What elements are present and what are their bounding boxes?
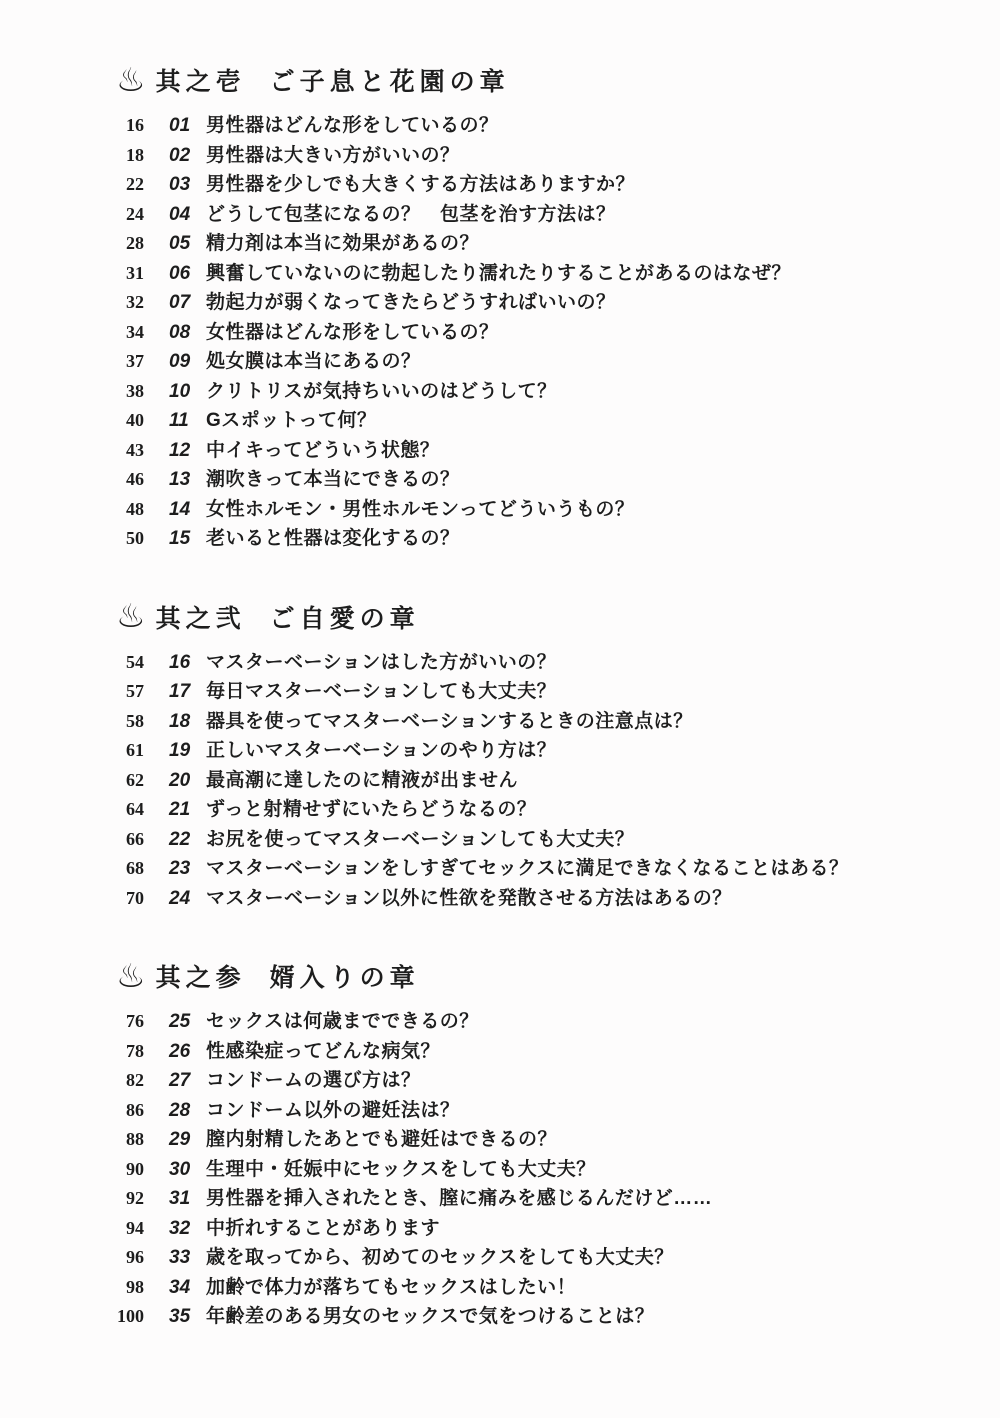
entry-question-title: 最高潮に達したのに精液が出ません	[206, 769, 519, 791]
entry-page-number: 46	[126, 469, 144, 489]
entry-question-title: 男性器は大きい方がいいの？	[206, 144, 460, 166]
entry-question-title: 興奮していないのに勃起したり濡れたりすることがあるのはなぜ？	[206, 262, 792, 284]
entry-page-number: 43	[126, 439, 144, 460]
entry-question-title: 年齢差のある男女のセックスで気をつけることは？	[206, 1306, 655, 1327]
entry-question-number: 25	[169, 1011, 191, 1032]
entry-question-title: 歳を取ってから、初めてのセックスをしても大丈夫？	[206, 1247, 674, 1268]
entry-page-number: 58	[126, 710, 144, 731]
entry-question-title: 女性器はどんな形をしているの？	[206, 321, 499, 343]
toc-entry	[100, 523, 960, 553]
entry-page-number: 54	[126, 651, 144, 672]
entry-question-title: お尻を使ってマスターベーションしても大丈夫？	[206, 828, 635, 850]
entry-question-title: マスターベーションをしすぎてセックスに満足できなくなることはある？	[206, 858, 849, 879]
section-title: 其之壱	[155, 68, 246, 96]
entry-question-title: 正しいマスターベーションのやり方は？	[206, 740, 557, 761]
entry-question-title: 中イキってどういう状態？	[206, 439, 440, 461]
entry-page-number: 86	[126, 1099, 144, 1120]
entry-question-number: 24	[169, 887, 191, 909]
toc-entry	[100, 1242, 960, 1272]
entry-page-number: 100	[117, 1306, 144, 1326]
entry-question-number: 15	[169, 528, 191, 549]
entry-page-number: 34	[126, 321, 144, 342]
entry-question-number: 21	[169, 799, 191, 820]
entry-question-number: 06	[169, 262, 191, 284]
entry-question-number: 17	[169, 681, 191, 702]
entry-question-title: 中折れすることがあります	[206, 1217, 441, 1239]
toc-entry	[100, 1036, 960, 1066]
toc-entry	[100, 1154, 960, 1184]
entry-question-title: マスターベーション以外に性欲を発散させる方法はあるの？	[206, 887, 732, 909]
entry-page-number: 50	[126, 528, 144, 548]
entry-question-title: 男性器はどんな形をしているの？	[206, 115, 499, 136]
toc-entry	[100, 706, 960, 736]
entry-question-title: 男性器を少しでも大きくする方法はありますか？	[206, 174, 636, 195]
section-title: 其之弐	[155, 604, 246, 633]
entry-question-title: 処女膜は本当にあるの？	[206, 351, 421, 372]
entry-page-number: 78	[126, 1040, 144, 1061]
entry-question-number: 13	[169, 469, 191, 490]
toc-entry	[100, 794, 960, 824]
entry-page-number: 31	[126, 262, 144, 283]
entry-page-number: 62	[126, 769, 144, 790]
entry-question-title: どうして包茎になるの？ 包茎を治す方法は？	[206, 203, 616, 225]
entry-question-title: 器具を使ってマスターベーションするときの注意点は？	[206, 710, 693, 732]
entry-page-number: 48	[126, 498, 144, 519]
toc-entry	[100, 1124, 960, 1154]
toc-entry	[100, 1183, 960, 1213]
toc-entry	[100, 853, 960, 883]
entry-question-title: コンドーム以外の避妊法は？	[206, 1099, 460, 1121]
entry-question-number: 18	[169, 710, 191, 732]
entry-question-title: 潮吹きって本当にできるの？	[206, 469, 460, 490]
entry-question-number: 14	[169, 498, 191, 520]
entry-page-number: 61	[126, 740, 144, 760]
entry-question-number: 33	[169, 1247, 191, 1268]
entry-page-number: 66	[126, 828, 144, 849]
toc-entry	[100, 676, 960, 706]
entry-question-number: 26	[169, 1040, 191, 1062]
entry-page-number: 70	[126, 887, 144, 908]
section-header	[116, 958, 960, 994]
entry-page-number: 40	[126, 410, 144, 430]
entry-question-number: 29	[169, 1129, 191, 1150]
entry-question-title: コンドームの選び方は？	[206, 1070, 421, 1091]
entry-list	[100, 1006, 960, 1331]
entry-question-number: 02	[169, 144, 191, 166]
entry-question-title: セックスは何歳までできるの？	[206, 1011, 479, 1032]
entry-question-title: 男性器を挿入されたとき、膣に痛みを感じるんだけど……	[206, 1188, 713, 1209]
entry-page-number: 64	[126, 799, 144, 819]
toc-entry	[100, 883, 960, 913]
entry-question-number: 07	[169, 292, 191, 313]
entry-page-number: 68	[126, 858, 144, 878]
entry-question-number: 12	[169, 439, 191, 461]
toc-section	[100, 958, 960, 1331]
toc-entry	[100, 199, 960, 229]
entry-question-title: 生理中・妊娠中にセックスをしても大丈夫？	[206, 1158, 596, 1180]
entry-question-number: 32	[169, 1217, 191, 1239]
onsen-icon: ♨	[116, 956, 146, 994]
entry-question-title: 精力剤は本当に効果があるの？	[206, 233, 480, 254]
section-subtitle: ご子息と花園の章	[269, 68, 510, 96]
entry-page-number: 22	[126, 174, 144, 194]
toc-entry	[100, 765, 960, 795]
toc-entry	[100, 1095, 960, 1125]
toc-entry	[100, 435, 960, 465]
toc-entry	[100, 110, 960, 140]
toc-entry	[100, 140, 960, 170]
entry-question-title: Gスポットって何？	[206, 410, 377, 431]
entry-question-number: 19	[169, 740, 191, 761]
entry-list	[100, 647, 960, 913]
entry-question-number: 16	[169, 651, 191, 673]
entry-question-number: 34	[169, 1276, 191, 1298]
section-header	[116, 62, 960, 98]
toc-entry	[100, 376, 960, 406]
toc-section	[100, 62, 960, 553]
toc-entry	[100, 735, 960, 765]
toc-entry	[100, 1006, 960, 1036]
toc-entry	[100, 1213, 960, 1243]
entry-question-number: 03	[169, 174, 191, 195]
entry-question-number: 22	[169, 828, 191, 850]
toc-entry	[100, 169, 960, 199]
entry-question-number: 35	[169, 1306, 191, 1327]
entry-question-title: 膣内射精したあとでも避妊はできるの？	[206, 1129, 558, 1150]
section-title: 其之参	[155, 964, 246, 992]
entry-page-number: 92	[126, 1188, 144, 1208]
entry-question-number: 05	[169, 233, 191, 254]
entry-question-title: マスターベーションはした方がいいの？	[206, 651, 557, 673]
entry-question-number: 09	[169, 351, 191, 372]
entry-page-number: 24	[126, 203, 144, 224]
entry-page-number: 57	[126, 681, 144, 701]
entry-question-number: 08	[169, 321, 191, 343]
toc-entry	[100, 464, 960, 494]
entry-question-number: 27	[169, 1070, 191, 1091]
entry-list	[100, 110, 960, 553]
toc-entry	[100, 405, 960, 435]
entry-page-number: 98	[126, 1276, 144, 1297]
section-header	[116, 599, 960, 635]
entry-question-number: 04	[169, 203, 191, 225]
entry-page-number: 96	[126, 1247, 144, 1267]
entry-page-number: 88	[126, 1129, 144, 1149]
entry-page-number: 32	[126, 292, 144, 312]
entry-question-title: 勃起力が弱くなってきたらどうすればいいの？	[206, 292, 616, 313]
entry-question-number: 23	[169, 858, 191, 879]
toc-entry	[100, 647, 960, 677]
onsen-icon: ♨	[116, 60, 146, 98]
toc-entry	[100, 1301, 960, 1331]
entry-question-number: 11	[169, 410, 189, 431]
entry-question-title: 女性ホルモン・男性ホルモンってどういうもの？	[206, 498, 635, 520]
entry-page-number: 18	[126, 144, 144, 165]
entry-page-number: 90	[126, 1158, 144, 1179]
toc-entry	[100, 1065, 960, 1095]
toc-entry	[100, 346, 960, 376]
toc-entry	[100, 317, 960, 347]
onsen-icon: ♨	[116, 597, 146, 634]
entry-page-number: 94	[126, 1217, 144, 1238]
section-subtitle: 婿入りの章	[269, 964, 420, 992]
entry-page-number: 28	[126, 233, 144, 253]
toc-entry	[100, 228, 960, 258]
entry-question-title: 性感染症ってどんな病気？	[206, 1040, 441, 1062]
entry-question-number: 31	[169, 1188, 191, 1209]
entry-question-title: ずっと射精せずにいたらどうなるの？	[206, 799, 537, 820]
entry-page-number: 76	[126, 1011, 144, 1031]
entry-question-number: 10	[169, 380, 191, 402]
section-subtitle: ご自愛の章	[269, 604, 420, 633]
toc-entry	[100, 287, 960, 317]
entry-page-number: 38	[126, 380, 144, 401]
entry-question-title: 老いると性器は変化するの？	[206, 528, 460, 549]
entry-page-number: 82	[126, 1070, 144, 1090]
toc-section	[100, 599, 960, 913]
toc-entry	[100, 258, 960, 288]
entry-page-number: 37	[126, 351, 144, 371]
entry-page-number: 16	[126, 115, 144, 135]
toc-entry	[100, 1272, 960, 1302]
entry-question-title: 加齢で体力が落ちてもセックスはしたい！	[206, 1276, 577, 1298]
toc-entry	[100, 824, 960, 854]
entry-question-number: 28	[169, 1099, 191, 1121]
entry-question-number: 20	[169, 769, 191, 791]
entry-question-number: 01	[169, 115, 191, 136]
entry-question-title: クリトリスが気持ちいいのはどうして？	[206, 380, 557, 402]
entry-question-title: 毎日マスターベーションしても大丈夫？	[206, 681, 557, 702]
toc-entry	[100, 494, 960, 524]
entry-question-number: 30	[169, 1158, 191, 1180]
